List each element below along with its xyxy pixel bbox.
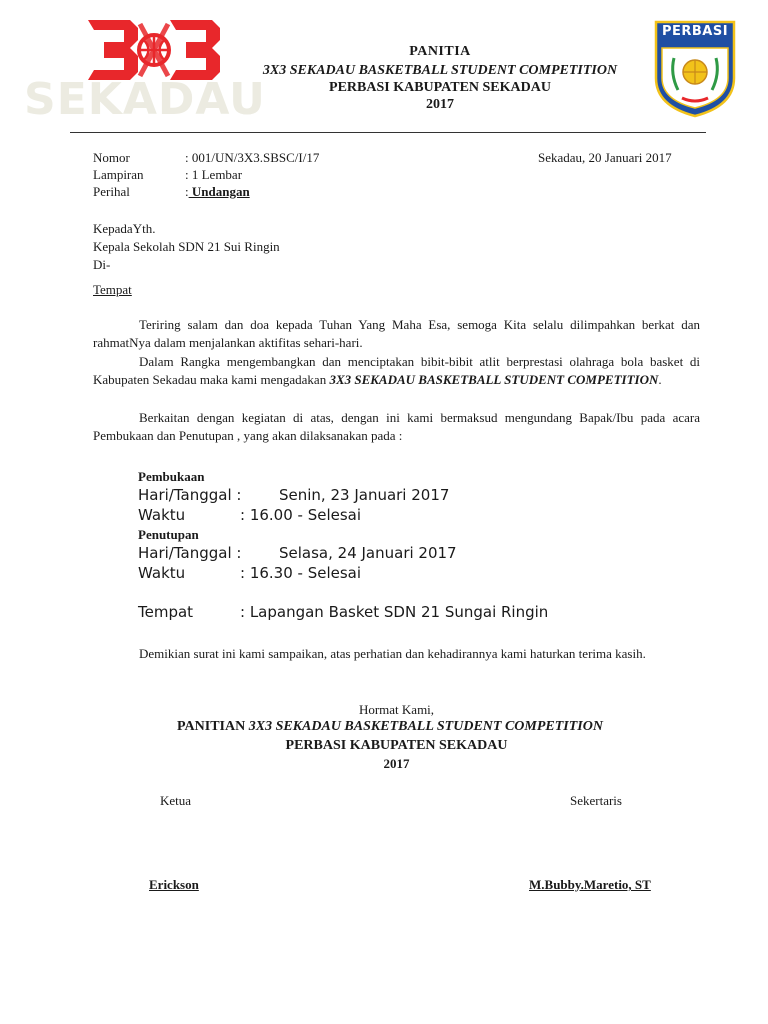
schedule-pembukaan-time-value: : 16.00 - Selesai xyxy=(240,506,362,524)
closing-regards: Hormat Kami, xyxy=(358,702,435,717)
header-title-event: 3X3 SEKADAU BASKETBALL STUDENT COMPETITION xyxy=(262,63,618,78)
recipient-place: Tempat xyxy=(93,282,132,297)
meta-lampiran-label: Lampiran xyxy=(93,167,144,182)
recipient-name: Kepala Sekolah SDN 21 Sui Ringin xyxy=(93,239,280,254)
meta-perihal-row xyxy=(185,184,250,200)
schedule-penutupan-date-label: Hari/Tanggal : xyxy=(138,544,242,562)
schedule-penutupan-date-value: Selasa, 24 Januari 2017 xyxy=(279,544,457,562)
schedule-place-value: : Lapangan Basket SDN 21 Sungai Ringin xyxy=(240,603,549,621)
body-paragraph-2-post: . xyxy=(658,372,662,387)
signature-ketua-title: Ketua xyxy=(160,793,192,808)
meta-nomor-label: Nomor xyxy=(93,150,130,165)
header-title-panitia: PANITIA xyxy=(409,44,471,59)
meta-perihal-colon: : xyxy=(185,184,189,199)
meta-date: Sekadau, 20 Januari 2017 xyxy=(538,150,672,165)
body-paragraph-1-text: Teriring salam dan doa kepada Tuhan Yang Maha Esa, semoga Kita selalu dilimpahkan berkat dan rahmatNya dalam menjalankan aktifitas sehari-hari. xyxy=(93,317,700,350)
logo-watermark-text: SEKADAU xyxy=(24,74,266,125)
schedule-pembukaan-date-value: Senin, 23 Januari 2017 xyxy=(279,486,450,504)
schedule-pembukaan-title: Pembukaan xyxy=(138,469,205,484)
closing-org-prefix: PANITIAN xyxy=(177,719,249,734)
closing-org-line1 xyxy=(60,719,720,735)
recipient-di: Di- xyxy=(93,257,111,272)
header-divider xyxy=(70,132,706,133)
body-paragraph-3 xyxy=(93,409,700,445)
body-paragraph-1 xyxy=(93,316,700,352)
closing-year: 2017 xyxy=(383,756,410,771)
body-paragraph-2-pre: Dalam Rangka mengembangkan dan menciptakan bibit-bibit atlit berprestasi olahraga bola basket di Kabupaten Sekadau maka kami mengadakan xyxy=(93,354,700,387)
signature-sekertaris-name: M.Bubby.Maretio, ST xyxy=(529,877,651,892)
signature-ketua-name: Erickson xyxy=(149,877,199,892)
schedule-place-label: Tempat xyxy=(138,603,194,621)
header-title-org: PERBASI KABUPATEN SEKADAU xyxy=(329,80,551,95)
perbasi-emblem-label: PERBASI xyxy=(661,24,729,39)
header-title-year: 2017 xyxy=(426,97,454,112)
schedule-penutupan-time-value: : 16.30 - Selesai xyxy=(240,564,362,582)
schedule-pembukaan-time-label: Waktu xyxy=(138,506,186,524)
closing-org-event: 3X3 SEKADAU BASKETBALL STUDENT COMPETITION xyxy=(248,719,603,734)
body-paragraph-2-event: 3X3 SEKADAU BASKETBALL STUDENT COMPETITION xyxy=(329,372,659,387)
body-paragraph-2 xyxy=(93,353,700,389)
closing-paragraph-text: Demikian surat ini kami sampaikan, atas perhatian dan kehadirannya kami haturkan terima kasih. xyxy=(139,646,646,661)
closing-org-line2: PERBASI KABUPATEN SEKADAU xyxy=(285,738,508,753)
meta-nomor-value: : 001/UN/3X3.SBSC/I/17 xyxy=(185,150,320,165)
meta-perihal-value: Undangan xyxy=(188,184,250,199)
body-paragraph-3-text: Berkaitan dengan kegiatan di atas, dengan ini kami bermaksud mengundang Bapak/Ibu pada acara Pembukaan dan Penutupan , yang akan dilaksanakan pada : xyxy=(93,410,700,443)
meta-perihal-label: Perihal xyxy=(93,184,130,199)
schedule-pembukaan-date-label: Hari/Tanggal : xyxy=(138,486,242,504)
signature-sekertaris-title: Sekertaris xyxy=(570,793,622,808)
closing-paragraph xyxy=(93,645,700,663)
meta-lampiran-value: : 1 Lembar xyxy=(185,167,243,182)
schedule-penutupan-title: Penutupan xyxy=(138,527,199,542)
recipient-greeting: KepadaYth. xyxy=(93,221,156,236)
schedule-penutupan-time-label: Waktu xyxy=(138,564,186,582)
